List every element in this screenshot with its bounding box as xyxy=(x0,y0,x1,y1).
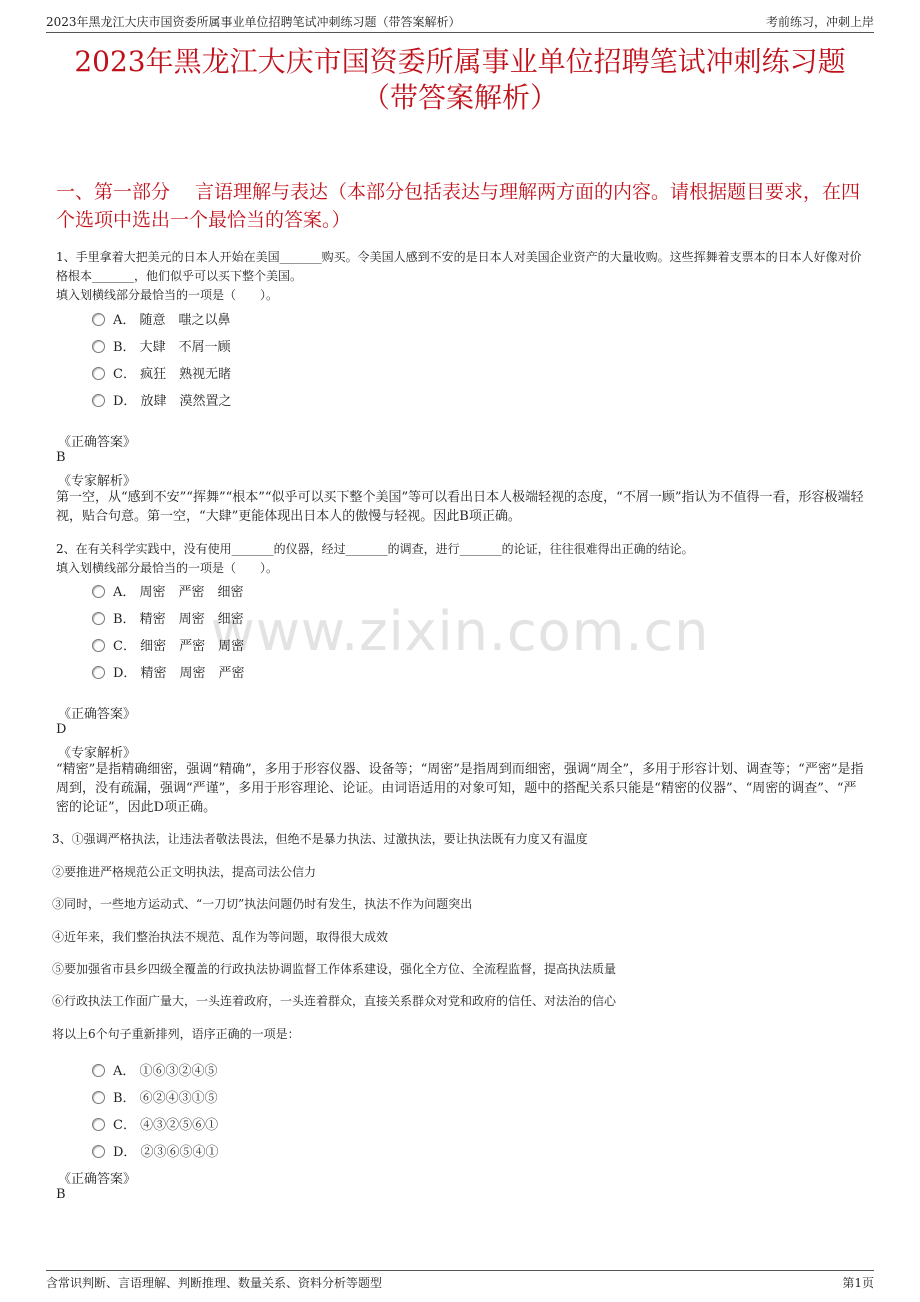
option-label: A． ①⑥③②④⑤ xyxy=(113,1064,218,1079)
question-prompt: 填入划横线部分最恰当的一项是（ ）。 xyxy=(56,288,279,302)
q2-analysis: “精密”是指精确细密，强调“精确”，多用于形容仪器、设备等；“周密”是指周到而细密，强调“周全”，多用于形容计划、调查等；“严密”是指周到，没有疏漏，强调“严谨”，多用于形容理论、论证。由词语适用的对象可知，题中的搭配关系只能是“精密的仪器”、“周密的调查”、“严密的论证”，因此D项正确。 xyxy=(56,762,864,815)
q1-answer: B xyxy=(56,450,66,465)
question-prompt: 填入划横线部分最恰当的一项是（ ）。 xyxy=(56,561,279,575)
option-label: A． 随意 嗤之以鼻 xyxy=(113,313,231,328)
title-line-2: （带答案解析） xyxy=(361,81,558,114)
question-stem-text: 2、在有关科学实践中，没有使用_______的仪器，经过_______的调查，进行_______的论证，往往很难得出正确的结论。 xyxy=(56,542,694,556)
radio-icon[interactable] xyxy=(92,585,105,598)
q1-option-d[interactable] xyxy=(92,390,232,410)
q1-option-c[interactable] xyxy=(92,363,231,383)
radio-icon[interactable] xyxy=(92,612,105,625)
option-label: B． 大肆 不屑一顾 xyxy=(113,340,231,355)
radio-icon[interactable] xyxy=(92,394,105,407)
option-label: B． ⑥②④③①⑤ xyxy=(113,1091,218,1106)
page-number: 第1页 xyxy=(842,1276,874,1290)
q2-option-c[interactable] xyxy=(92,635,244,655)
radio-icon[interactable] xyxy=(92,313,105,326)
q2-analysis-label: 《专家解析》 xyxy=(58,746,137,761)
option-label: D． 放肆 漠然置之 xyxy=(113,394,232,409)
q3-option-d[interactable] xyxy=(92,1141,219,1161)
header-doc-title: 2023年黑龙江大庆市国资委所属事业单位招聘笔试冲刺练习题（带答案解析） xyxy=(46,15,461,29)
footer-note: 含常识判断、言语理解、判断推理、数量关系、资料分析等题型 xyxy=(46,1276,383,1290)
q2-answer: D xyxy=(56,722,67,737)
radio-icon[interactable] xyxy=(92,1118,105,1131)
q3-sentence-2: ②要推进严格规范公正文明执法，提高司法公信力 xyxy=(52,865,317,879)
option-label: C． ④③②⑤⑥① xyxy=(113,1118,219,1133)
q3-option-b[interactable] xyxy=(92,1087,218,1107)
radio-icon[interactable] xyxy=(92,1064,105,1077)
radio-icon[interactable] xyxy=(92,639,105,652)
question-1-stem xyxy=(56,248,864,305)
q3-sentence-6: ⑥行政执法工作面广量大，一头连着政府，一头连着群众，直接关系群众对党和政府的信任、对法治的信心 xyxy=(52,994,617,1008)
q2-option-a[interactable] xyxy=(92,581,244,601)
document-title xyxy=(0,44,920,116)
radio-icon[interactable] xyxy=(92,1145,105,1158)
q1-option-a[interactable] xyxy=(92,309,231,329)
option-label: D． 精密 周密 严密 xyxy=(113,666,245,681)
radio-icon[interactable] xyxy=(92,666,105,679)
page-footer xyxy=(46,1270,874,1293)
question-stem-text: 1、手里拿着大把美元的日本人开始在美国_______购买。令美国人感到不安的是日本人对美国企业资产的大量收购。这些挥舞着支票本的日本人好像对价格根本_______，他们似乎可以买下整个美国。 xyxy=(56,250,862,283)
option-label: C． 疯狂 熟视无睹 xyxy=(113,367,232,382)
option-label: B． 精密 周密 细密 xyxy=(113,612,244,627)
q3-answer: B xyxy=(56,1187,66,1202)
option-label: C． 细密 严密 周密 xyxy=(113,639,245,654)
radio-icon[interactable] xyxy=(92,367,105,380)
page-header xyxy=(46,10,874,33)
option-label: A． 周密 严密 细密 xyxy=(113,585,244,600)
section-heading: 一、第一部分 言语理解与表达（本部分包括表达与理解两方面的内容。请根据题目要求，在四个选项中选出一个最恰当的答案。） xyxy=(56,181,861,231)
q3-prompt: 将以上6个句子重新排列，语序正确的一项是： xyxy=(52,1027,300,1041)
q3-option-c[interactable] xyxy=(92,1114,218,1134)
q1-analysis: 第一空，从“感到不安”“挥舞”“根本”“似乎可以买下整个美国”等可以看出日本人极端轻视的态度，“不屑一顾”指认为不值得一看，形容极端轻视，贴合句意。第一空，“大肆”更能体现出日本人的傲慢与轻视。因此B项正确。 xyxy=(56,490,864,524)
q3-option-a[interactable] xyxy=(92,1060,218,1080)
q1-option-b[interactable] xyxy=(92,336,231,356)
q3-sentence-4: ④近年来，我们整治执法不规范、乱作为等问题，取得很大成效 xyxy=(52,930,389,944)
radio-icon[interactable] xyxy=(92,1091,105,1104)
q2-option-d[interactable] xyxy=(92,662,245,682)
q3-sentence-3: ③同时，一些地方运动式、“一刀切”执法问题仍时有发生，执法不作为问题突出 xyxy=(52,897,473,911)
question-2-stem xyxy=(56,540,864,578)
q3-sentence-5: ⑤要加强省市县乡四级全覆盖的行政执法协调监督工作体系建设，强化全方位、全流程监督，提高执法质量 xyxy=(52,962,617,976)
q1-answer-label: 《正确答案》 xyxy=(58,435,137,450)
q3-sentence-1: 3、①强调严格执法，让违法者敬法畏法，但绝不是暴力执法、过激执法，要让执法既有力度又有温度 xyxy=(52,832,588,846)
watermark: www.zixin.com.cn xyxy=(210,600,710,663)
title-line-1: 2023年黑龙江大庆市国资委所属事业单位招聘笔试冲刺练习题 xyxy=(74,45,846,78)
q2-option-b[interactable] xyxy=(92,608,244,628)
radio-icon[interactable] xyxy=(92,340,105,353)
header-slogan: 考前练习，冲刺上岸 xyxy=(765,15,874,29)
option-label: D． ②③⑥⑤④① xyxy=(113,1145,219,1160)
q3-answer-label: 《正确答案》 xyxy=(58,1172,137,1187)
q2-answer-label: 《正确答案》 xyxy=(58,707,137,722)
q1-analysis-label: 《专家解析》 xyxy=(58,474,137,489)
